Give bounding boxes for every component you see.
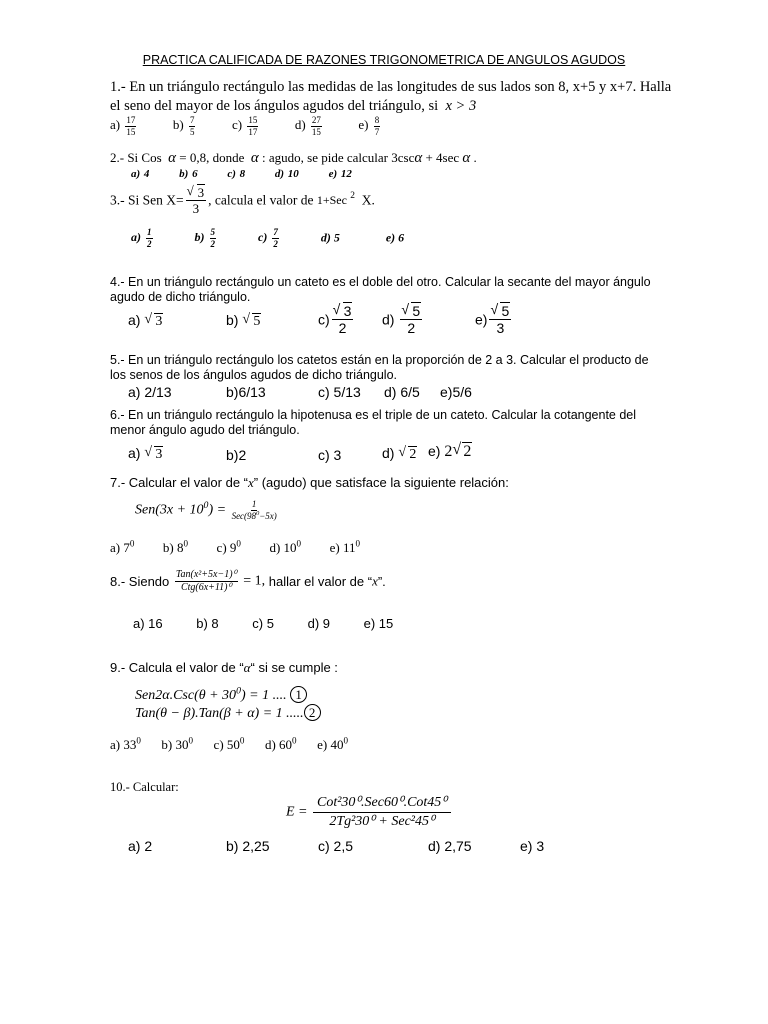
q3-option-c[interactable]: c) $\frac{7}{2}$ bbox=[258, 227, 278, 249]
q9-options bbox=[110, 737, 348, 753]
q8-option-c[interactable]: c) 5 bbox=[252, 616, 274, 631]
q9-option-e[interactable]: e) $40^0$ bbox=[317, 735, 348, 752]
q2-option-e[interactable]: e) 12 bbox=[328, 168, 352, 180]
q3-statement: 3.- Si Sen X= √ $\frac{3}{3}$ , calcula el valor de 1+Sec $^2$ X. bbox=[110, 186, 375, 215]
q1-option-e[interactable]: e) $\frac{8}{7}$ bbox=[358, 115, 380, 137]
q7-option-c[interactable]: c) $9^0$ bbox=[216, 538, 241, 555]
q10-option-d[interactable]: d) 2,75 bbox=[428, 838, 472, 854]
q7-statement: 7.- Calcular el valor de “x” (agudo) que satisface la siguiente relación: bbox=[110, 475, 509, 490]
q7-option-a[interactable]: a) $7^0$ bbox=[110, 538, 135, 555]
q8-option-b[interactable]: b) 8 bbox=[196, 616, 219, 631]
q10-option-a[interactable]: a) 2 bbox=[128, 838, 153, 854]
q7-option-b[interactable]: b) $8^0$ bbox=[162, 538, 189, 555]
q2-options bbox=[131, 168, 352, 180]
q2-option-b[interactable]: b) 6 bbox=[179, 168, 198, 180]
q3-option-b[interactable]: b) $\frac{5}{2}$ bbox=[194, 227, 215, 249]
q6-option-e[interactable]: e) 2√ 2 bbox=[428, 443, 472, 461]
q8-option-e[interactable]: e) 15 bbox=[363, 616, 394, 631]
q2-statement: 2.- Si Cos α = 0,8, donde α : agudo, se pide calcular 3cscα + 4sec α . bbox=[110, 150, 477, 166]
q7-equation: $Sen(3x + 10^0)$ = $\frac{1}{Sec(98^0-5x)}$ bbox=[135, 499, 277, 521]
q4-option-e[interactable]: e) √ $\frac{5}{3}$ bbox=[475, 304, 513, 335]
q9-option-d[interactable]: d) $60^0$ bbox=[264, 735, 297, 752]
q5-option-a[interactable]: a) 2/13 bbox=[128, 384, 172, 400]
q8-option-d[interactable]: d) 9 bbox=[307, 616, 330, 631]
equation-number-1: 1 bbox=[290, 686, 307, 703]
q5-option-e[interactable]: e)5/6 bbox=[440, 384, 472, 400]
q4-option-d[interactable]: d) √ $\frac{5}{2}$ bbox=[382, 304, 424, 335]
q1-option-b[interactable]: b) $\frac{7}{5}$ bbox=[172, 115, 195, 137]
q9-option-a[interactable]: a) $33^0$ bbox=[110, 735, 141, 752]
q1-line2: el seno del mayor de los ángulos agudos del triángulo, si x > 3 bbox=[110, 98, 477, 114]
q5-line1: 5.- En un triángulo rectángulo los catetos están en la proporción de 2 a 3. Calcular el producto de bbox=[110, 353, 649, 367]
q4-line1: 4.- En un triángulo rectángulo un cateto es el doble del otro. Calcular la secante del mayor ángulo bbox=[110, 275, 651, 289]
q2-option-c[interactable]: c) 8 bbox=[227, 168, 246, 180]
q10-option-e[interactable]: e) 3 bbox=[520, 838, 545, 854]
q2-option-d[interactable]: d) 10 bbox=[274, 168, 299, 180]
q3-option-e[interactable]: e) 6 bbox=[385, 230, 405, 245]
q3-option-d[interactable]: d) 5 bbox=[320, 230, 340, 245]
q8-options bbox=[133, 616, 393, 631]
q5-option-d[interactable]: d) 6/5 bbox=[384, 384, 420, 400]
q5-line2: los senos de los ángulos agudos de dicho triángulo. bbox=[110, 368, 398, 382]
q9-equation-2: Tan(θ − β).Tan(β + α) = 1 ..... 2 bbox=[135, 704, 321, 722]
q6-option-a[interactable]: a) √ 3 bbox=[128, 445, 163, 463]
q5-option-b[interactable]: b)6/13 bbox=[226, 384, 266, 400]
q4-line2: agudo de dicho triángulo. bbox=[110, 290, 251, 304]
q3-options bbox=[131, 228, 404, 249]
q6-line1: 6.- En un triángulo rectángulo la hipotenusa es el triple de un cateto. Calcular la cotangente del bbox=[110, 408, 637, 422]
q4-option-a[interactable]: a) √ 3 bbox=[128, 312, 163, 330]
q1-condition: x > 3 bbox=[445, 98, 477, 114]
q1-option-c[interactable]: c) $\frac{15}{17}$ bbox=[231, 115, 258, 137]
q1-option-d[interactable]: d) $\frac{27}{15}$ bbox=[294, 115, 321, 137]
q10-expression: E = $\frac{\text{Cot²30⁰.Sec60⁰.Cot45⁰}}{\text{2Tg²30⁰ + Sec²45⁰}}$ bbox=[286, 796, 453, 829]
q10-option-b[interactable]: b) 2,25 bbox=[226, 838, 270, 854]
q6-option-c[interactable]: c) 3 bbox=[318, 447, 342, 463]
q7-options bbox=[110, 540, 360, 556]
q9-statement: 9.- Calcula el valor de “α“ si se cumple : bbox=[110, 660, 338, 675]
q1-line1: 1.- En un triángulo rectángulo las medidas de las longitudes de sus lados son 8, x+5 y x+7. Halla bbox=[110, 79, 672, 95]
q1-options bbox=[110, 116, 382, 137]
q7-option-e[interactable]: e) $11^0$ bbox=[329, 538, 361, 555]
q9-option-c[interactable]: c) $50^0$ bbox=[213, 735, 245, 752]
q6-line2: menor ángulo agudo del triángulo. bbox=[110, 423, 300, 437]
q10-option-c[interactable]: c) 2,5 bbox=[318, 838, 354, 854]
q6-option-d[interactable]: d) √ 2 bbox=[382, 445, 417, 463]
q8-statement: 8.- Siendo $\frac{\text{Tan(x²+5x−1)⁰}}{\text{Ctg(6x+11)⁰}}$ = 1, hallar el valor de “x”. bbox=[110, 569, 386, 593]
q4-option-b[interactable]: b) √ 5 bbox=[226, 312, 261, 330]
q9-equation-1: $Sen2\alpha.Csc(\theta + 30^0) = 1$ .... 1 bbox=[135, 686, 307, 704]
q4-option-c[interactable]: c) √ $\frac{3}{2}$ bbox=[318, 304, 355, 335]
q6-option-b[interactable]: b)2 bbox=[226, 447, 247, 463]
q9-option-b[interactable]: b) $30^0$ bbox=[161, 735, 194, 752]
q10-label: 10.- Calcular: bbox=[110, 780, 179, 794]
equation-number-2: 2 bbox=[304, 704, 321, 721]
q8-option-a[interactable]: a) 16 bbox=[133, 616, 163, 631]
q2-option-a[interactable]: a) 4 bbox=[131, 168, 150, 180]
q5-option-c[interactable]: c) 5/13 bbox=[318, 384, 361, 400]
q7-option-d[interactable]: d) $10^0$ bbox=[269, 538, 302, 555]
q3-option-a[interactable]: a) $\frac{1}{2}$ bbox=[131, 227, 152, 249]
q1-option-a[interactable]: a) $\frac{17}{15}$ bbox=[110, 115, 136, 137]
page-title: PRACTICA CALIFICADA DE RAZONES TRIGONOMETRICA DE ANGULOS AGUDOS bbox=[142, 53, 626, 67]
